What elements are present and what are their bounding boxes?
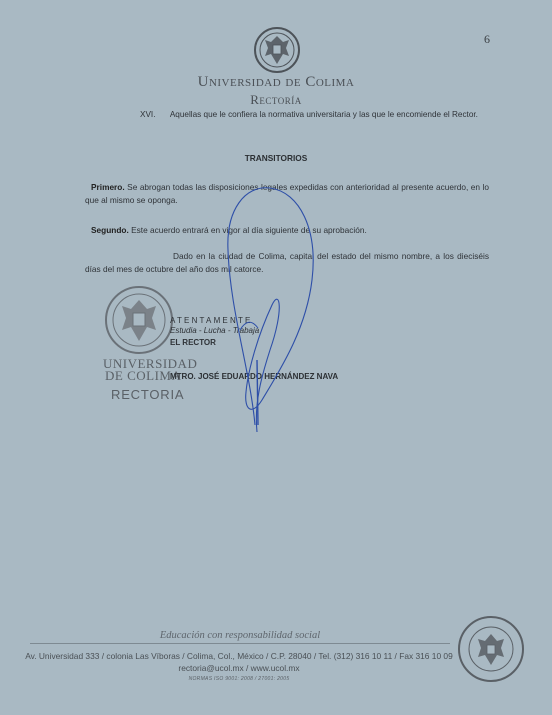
motto: Estudia - Lucha - Trabaja — [170, 326, 260, 335]
footer-divider — [30, 643, 450, 644]
signer-role: EL RECTOR — [170, 338, 216, 347]
footer-address: Av. Universidad 333 / colonia Las Víboras / Colima, Col., México / C.P. 28040 / Tel. (312) 316 10 11 / Fax 316 10 09 — [25, 651, 453, 661]
footer-iso: NORMAS ISO 9001: 2008 / 27001: 2005 — [188, 676, 290, 682]
stamp-line: DE COLIMA — [105, 368, 182, 383]
paragraph-text: Se abrogan todas las disposiciones legales expedidas con anterioridad al presente acuerdo, en lo que al mismo se oponga. — [85, 182, 489, 205]
paragraph-text: Este acuerdo entrará en vigor al día siguiente de su aprobación. — [131, 225, 367, 235]
university-seal-icon — [253, 26, 301, 74]
iso-certification-seal-icon — [456, 614, 526, 684]
footer-motto: Educación con responsabilidad social — [159, 630, 321, 641]
page-number: 6 — [484, 32, 490, 46]
stamp-rectoria: RECTORIA — [111, 387, 185, 402]
signer-name: MTRO. JOSÉ EDUARDO HERNÁNDEZ NAVA — [170, 372, 339, 381]
rectoria-stamp-seal-icon — [103, 284, 175, 356]
footer-email: rectoria@ucol.mx / www.ucol.mx — [178, 663, 300, 673]
clause-number: XVI. — [140, 110, 156, 119]
clause-text: Aquellas que le confiera la normativa universitaria y las que le encomiende el Rector. — [169, 110, 478, 119]
clause-xvi — [140, 110, 478, 119]
stamp-line: UNIVERSIDAD — [103, 356, 198, 371]
handwritten-signature — [200, 170, 340, 440]
paragraph-dado: Dado en la ciudad de Colima, capital del estado del mismo nombre, a los dieciséis días del mes de octubre del año dos mil catorce. — [85, 251, 489, 274]
paragraph-label: Segundo. — [91, 225, 129, 235]
university-name: Universidad de Colima — [197, 74, 355, 90]
paragraph-label: Primero. — [91, 182, 125, 192]
department-name: Rectoría — [250, 92, 302, 107]
closing-word: ATENTAMENTE — [170, 316, 253, 325]
section-title: TRANSITORIOS — [244, 153, 308, 163]
